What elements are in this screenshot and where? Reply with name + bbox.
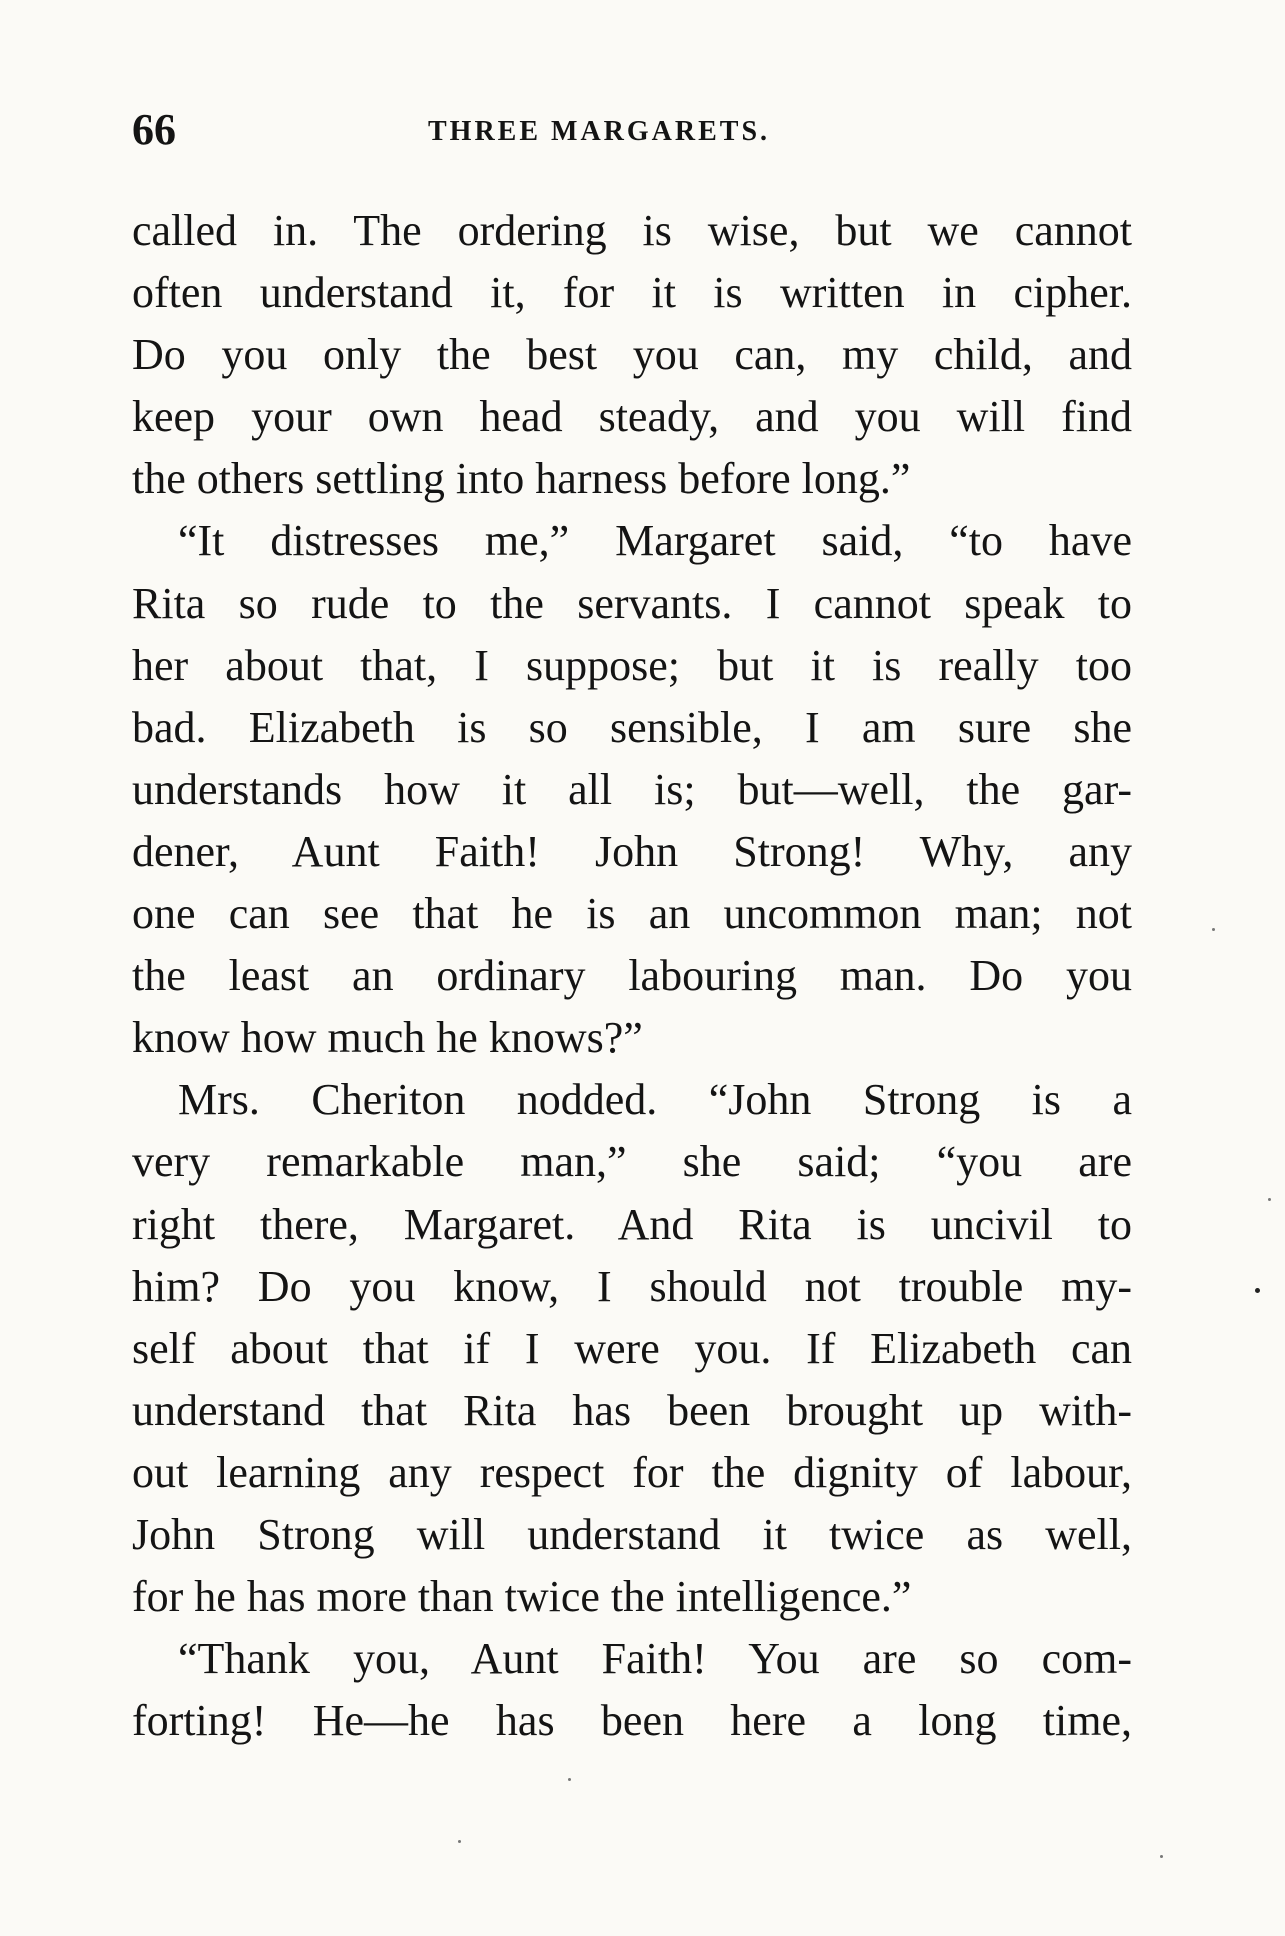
text-line: one can see that he is an uncommon man; not <box>132 889 1132 939</box>
text-line: called in. The ordering is wise, but we cannot <box>132 206 1132 255</box>
running-title: THREE MARGARETS. <box>428 116 771 147</box>
body-text <box>132 200 1132 1752</box>
text-line: John Strong will understand it twice as well, <box>132 1509 1132 1559</box>
text-line: know how much he knows?” <box>132 1013 643 1063</box>
ink-speck <box>458 1840 461 1843</box>
text-line: Do you only the best you can, my child, and <box>132 330 1132 380</box>
ink-speck <box>1255 1288 1260 1293</box>
text-line: understands how it all is; but—well, the gar- <box>132 764 1132 814</box>
text-line: bad. Elizabeth is so sensible, I am sure she <box>132 702 1132 752</box>
text-line: him? Do you know, I should not trouble my- <box>132 1261 1132 1311</box>
text-line: the least an ordinary labouring man. Do you <box>132 951 1132 1001</box>
text-line: forting! He—he has been here a long time, <box>132 1696 1132 1746</box>
ink-speck <box>1212 928 1215 931</box>
text-line: keep your own head steady, and you will find <box>132 392 1132 442</box>
text-line: right there, Margaret. And Rita is uncivil to <box>132 1199 1132 1249</box>
text-line: for he has more than twice the intelligence.” <box>132 1572 912 1622</box>
text-line: the others settling into harness before long.” <box>132 454 911 504</box>
text-line: very remarkable man,” she said; “you are <box>132 1137 1132 1187</box>
ink-speck <box>568 1778 571 1781</box>
text-line: often understand it, for it is written in cipher. <box>132 268 1132 318</box>
text-line: “It distresses me,” Margaret said, “to have <box>178 516 1132 566</box>
running-head <box>132 100 1132 160</box>
text-line: Rita so rude to the servants. I cannot speak to <box>132 578 1132 628</box>
page-number: 66 <box>132 105 176 154</box>
text-line: her about that, I suppose; but it is really too <box>132 640 1132 690</box>
ink-speck <box>1160 1855 1163 1858</box>
text-line: out learning any respect for the dignity of labour, <box>132 1447 1132 1497</box>
text-line: self about that if I were you. If Elizabeth can <box>132 1323 1132 1373</box>
text-line: understand that Rita has been brought up with- <box>132 1385 1132 1435</box>
text-line: dener, Aunt Faith! John Strong! Why, any <box>132 826 1132 876</box>
text-line: “Thank you, Aunt Faith! You are so com- <box>178 1634 1132 1684</box>
text-line: Mrs. Cheriton nodded. “John Strong is a <box>178 1075 1132 1125</box>
ink-speck <box>1268 1198 1271 1201</box>
